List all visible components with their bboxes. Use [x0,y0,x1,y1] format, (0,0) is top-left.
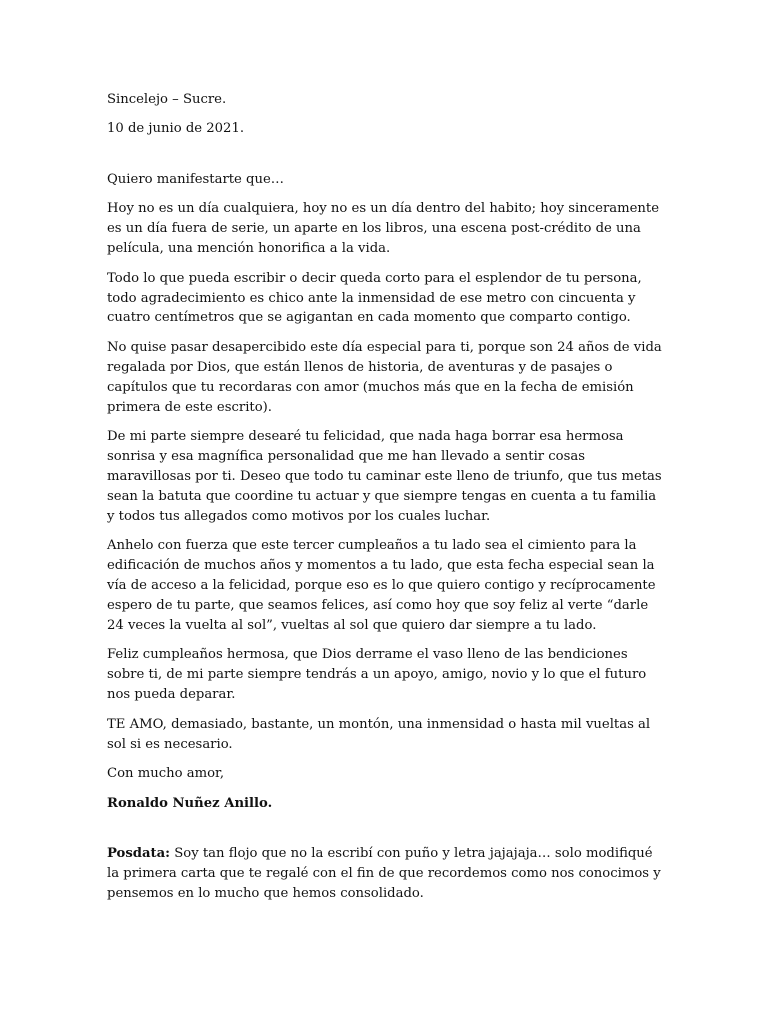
letter-signature: Ronaldo Nuñez Anillo. [107,796,273,812]
postscript-text: Soy tan flojo que no la escribí con puño y letra jajajaja… solo modifiqué la primera carta que te regalé con el fin de que recordemos como nos conocimos y pensemos en lo mucho que hemos consolidado. [107,845,661,901]
letter-paragraph: De mi parte siempre desearé tu felicidad, que nada haga borrar esa hermosa sonrisa y esa magnífica personalidad que me han llevado a sentir cosas maravillosas por ti. Deseo que todo tu caminar este lleno de triunfo, que tus metas sean la batuta que coordine tu actuar y que siempre tengas en cuenta a tu familia y todos tus allegados como motivos por los cuales luchar. [107,429,662,524]
letter-paragraph: Anhelo con fuerza que este tercer cumpleaños a tu lado sea el cimiento para la edificación de muchos años y momentos a tu lado, que esta fecha especial sean la vía de acceso a la felicidad, porque eso es lo que quiero contigo y recíprocamente espero de tu parte, que seamos felices, así como hoy que soy feliz al verte “darle 24 veces la vuelta al sol”, vueltas al sol que quiero dar siempre a tu lado. [107,538,656,633]
letter-paragraph: Hoy no es un día cualquiera, hoy no es un día dentro del habito; hoy sinceramente es un día fuera de serie, un aparte en los libros, una escena post-crédito de una película, una mención honorifica a la vida. [107,201,660,256]
letter-date: 10 de junio de 2021. [107,120,245,136]
letter-paragraph: TE AMO, demasiado, bastante, un montón, una inmensidad o hasta mil vueltas al sol si es necesario. [107,716,651,752]
postscript-label: Posdata: [107,845,171,861]
letter-opening: Quiero manifestarte que… [107,171,284,187]
letter-postscript [107,844,667,903]
letter-place: Sincelejo – Sucre. [107,92,227,107]
letter-paragraph: No quise pasar desapercibido este día especial para ti, porque son 24 años de vida regalada por Dios, que están llenos de historia, de aventuras y de pasajes o capítulos que tu recordaras con amor (muchos más que en la fecha de emisión primera de este escrito). [107,340,662,415]
letter-closing: Con mucho amor, [107,766,225,782]
letter-paragraph: Feliz cumpleaños hermosa, que Dios derrame el vaso lleno de las bendiciones sobre ti, de mi parte siempre tendrás a un apoyo, amigo, novio y lo que el futuro nos pueda deparar. [107,647,647,702]
letter-paragraph: Todo lo que pueda escribir o decir queda corto para el esplendor de tu persona, todo agradecimiento es chico ante la inmensidad de ese metro con cincuenta y cuatro centímetros que se agigantan en cada momento que comparto contigo. [107,270,642,326]
letter-page [107,90,667,903]
